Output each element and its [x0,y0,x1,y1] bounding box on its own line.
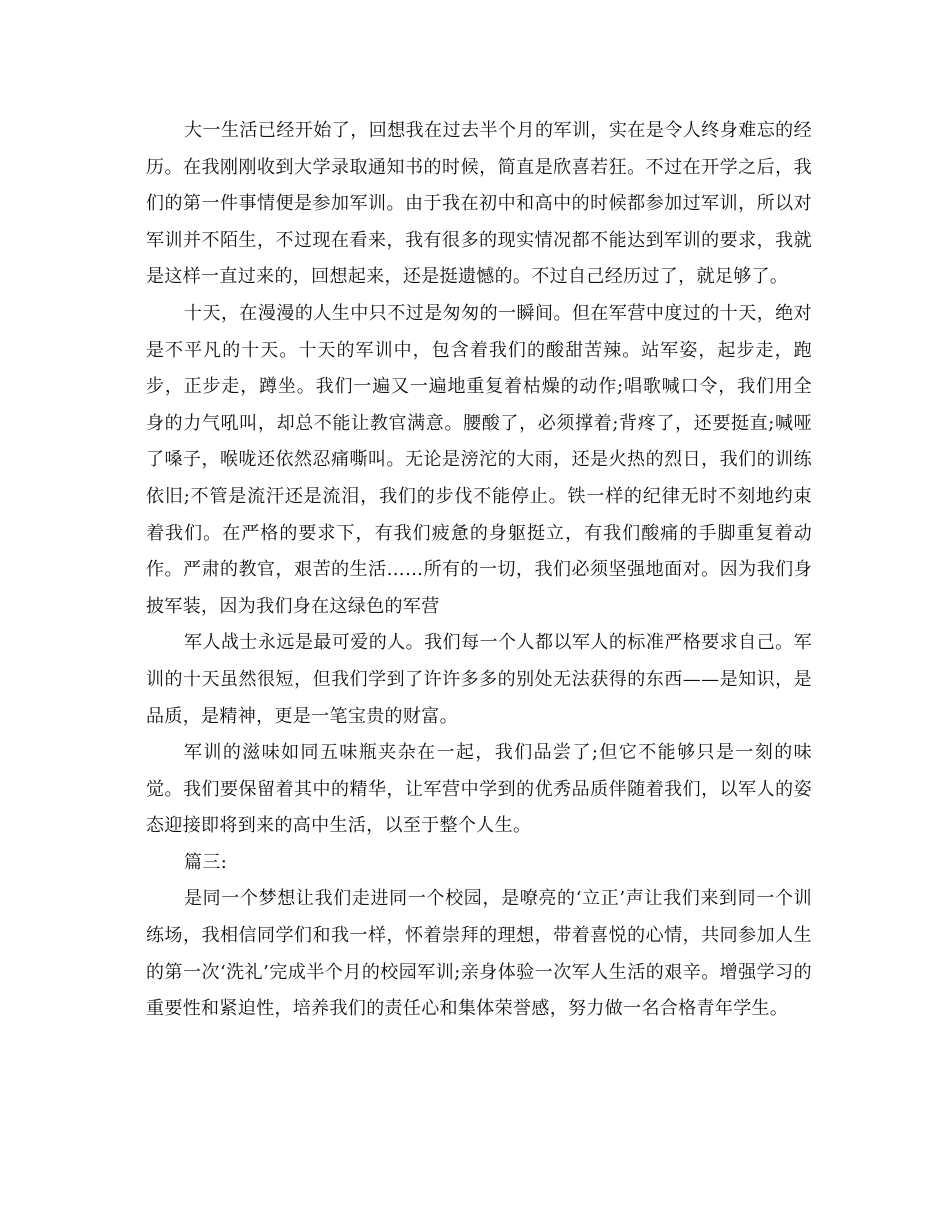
section-heading-pian-san: 篇三: [184,851,228,873]
paragraph-3: 军人战士永远是最可爱的人。我们每一个人都以军人的标准严格要求自己。军训的十天虽然很短，但我们学到了许许多多的别处无法获得的东西——是知识，是品质，是精神，更是一笔宝贵的财富。 [146,632,812,727]
paragraph-2: 十天，在漫漫的人生中只不过是匆匆的一瞬间。但在军营中度过的十天，绝对是不平凡的十天。十天的军训中，包含着我们的酸甜苦辣。站军姿，起步走，跑步，正步走，蹲坐。我们一遍又一遍地重复着枯燥的动作;唱歌喊口令，我们用全身的力气吼叫，却总不能让教官满意。腰酸了，必须撑着;背疼了，还要挺直;喊哑了嗓子，喉咙还依然忍痛嘶叫。无论是滂沱的大雨，还是火热的烈日，我们的训练依旧;不管是流汗还是流泪，我们的步伐不能停止。铁一样的纪律无时不刻地约束着我们。在严格的要求下，有我们疲惫的身躯挺立，有我们酸痛的手脚重复着动作。严肃的教官，艰苦的生活……所有的一切，我们必须坚强地面对。因为我们身披军装，因为我们身在这绿色的军营 [146,302,812,617]
paragraph-1: 大一生活已经开始了，回想我在过去半个月的军训，实在是令人终身难忘的经历。在我刚刚收到大学录取通知书的时候，简直是欣喜若狂。不过在开学之后，我们的第一件事情便是参加军训。由于我在初中和高中的时候都参加过军训，所以对军训并不陌生，不过现在看来，我有很多的现实情况都不能达到军训的要求，我就是这样一直过来的，回想起来，还是挺遗憾的。不过自己经历过了，就足够了。 [146,120,812,288]
document-body [146,113,812,1028]
paragraph-5: 是同一个梦想让我们走进同一个校园，是嘹亮的‘立正’声让我们来到同一个训练场，我相信同学们和我一样，怀着崇拜的理想，带着喜悦的心情，共同参加人生的第一次‘洗礼’完成半个月的校园军训;亲身体验一次军人生活的艰辛。增强学习的重要性和紧迫性，培养我们的责任心和集体荣誉感，努力做一名合格青年学生。 [146,888,812,1020]
paragraph-4: 军训的滋味如同五味瓶夹杂在一起，我们品尝了;但它不能够只是一刻的味觉。我们要保留着其中的精华，让军营中学到的优秀品质伴随着我们，以军人的姿态迎接即将到来的高中生活，以至于整个人生。 [146,742,812,837]
